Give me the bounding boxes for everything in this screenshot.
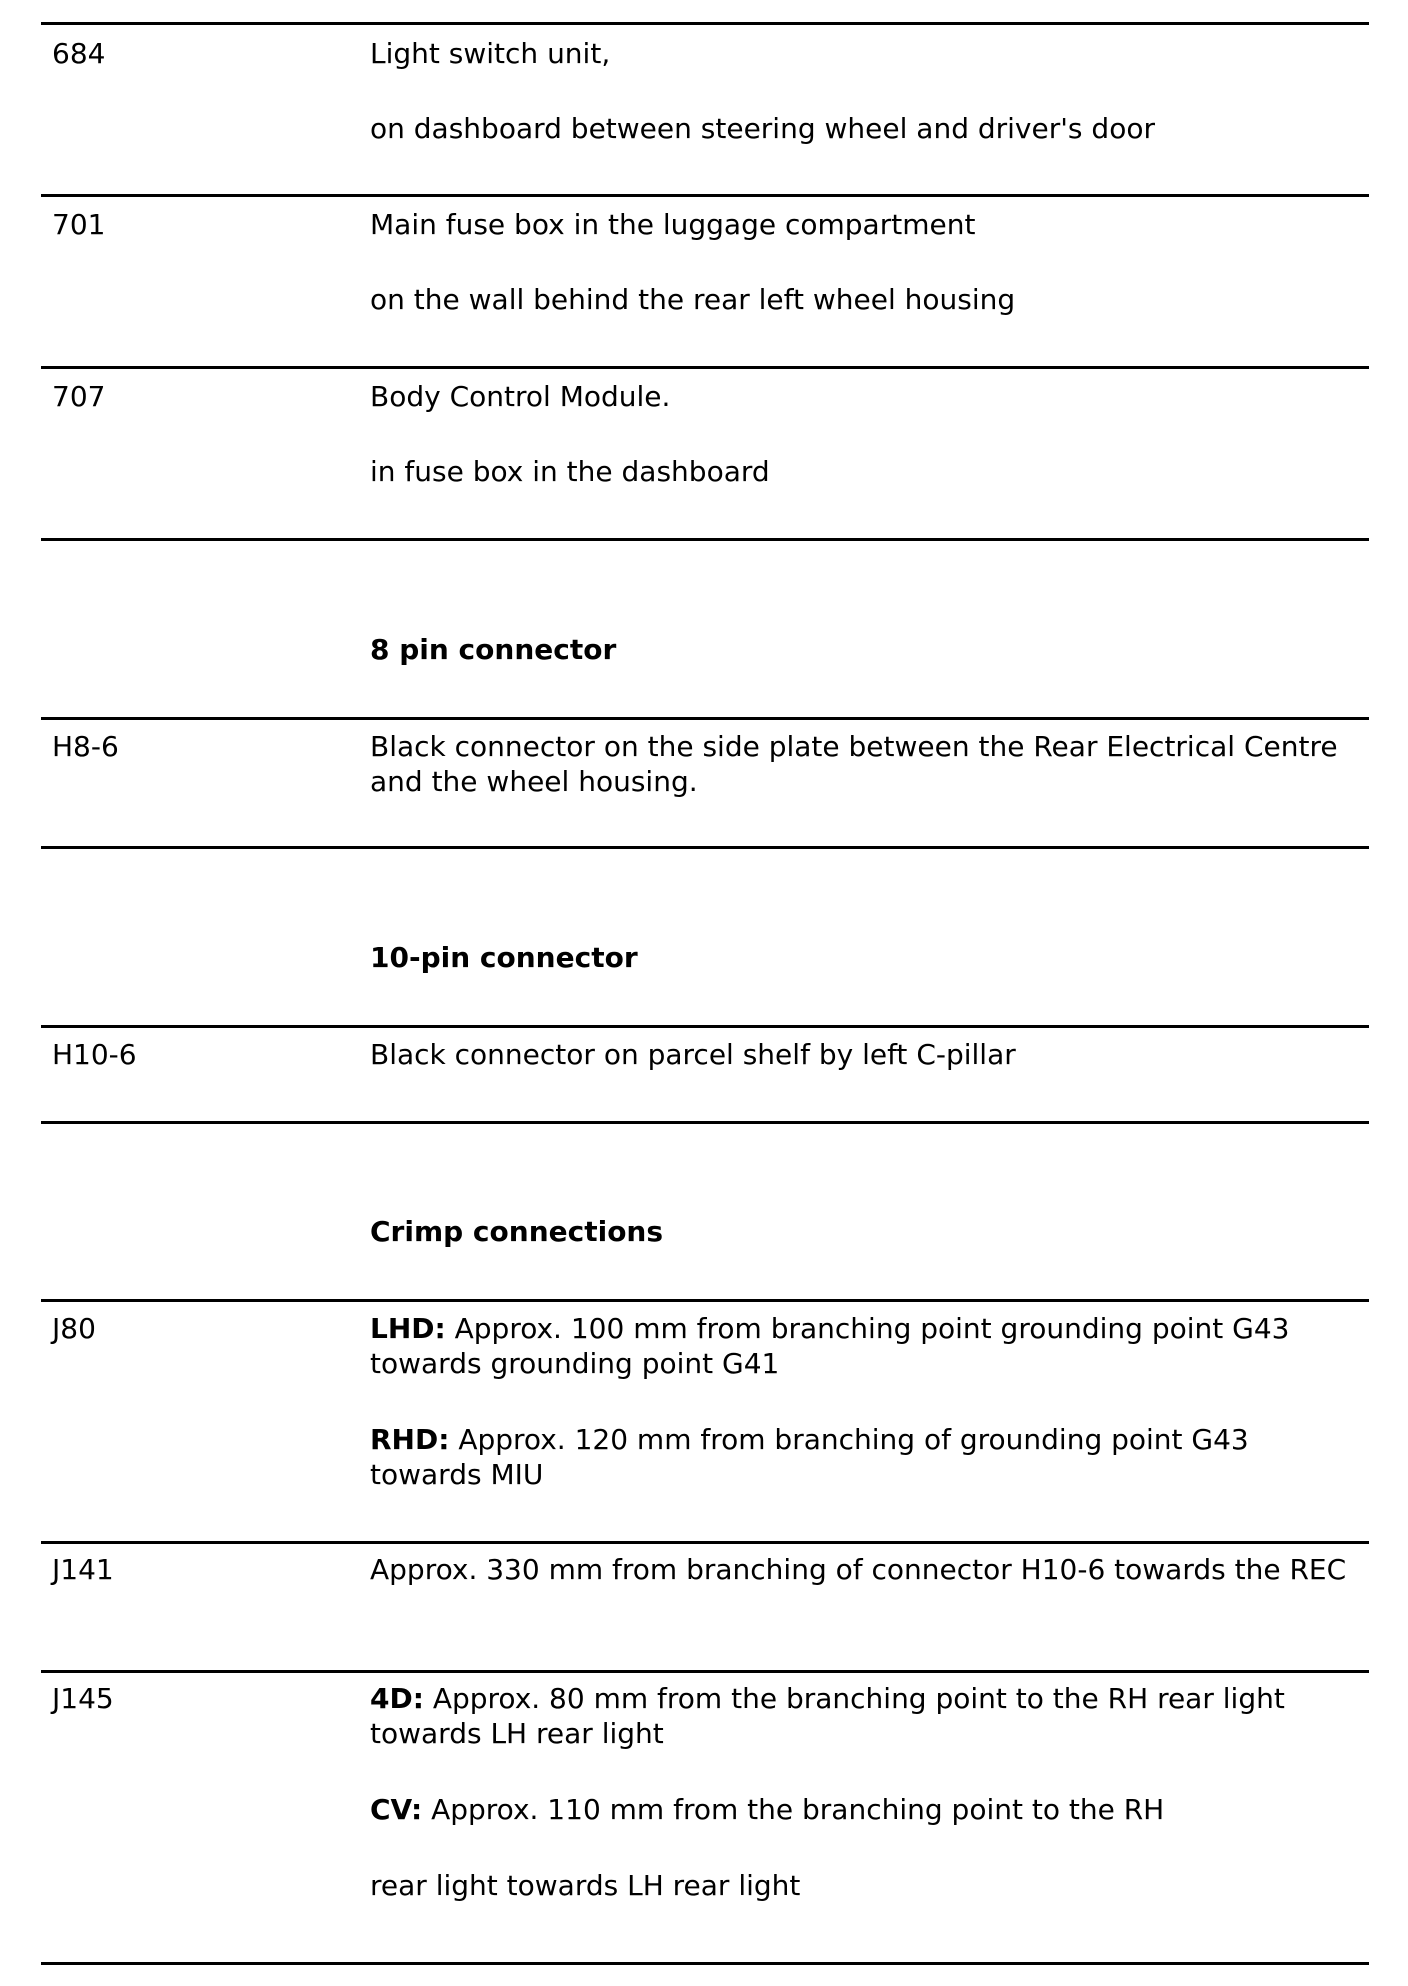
crimp-code: J145 (52, 1682, 114, 1715)
table-rule (41, 194, 1369, 197)
table-rule (41, 1299, 1369, 1302)
crimp-description-lhd (370, 1311, 1350, 1381)
crimp-code: J141 (52, 1553, 114, 1586)
crimp-description-cv-continued (370, 1868, 1350, 1903)
table-rule (41, 846, 1369, 849)
description-line: Light switch unit, (370, 37, 611, 70)
table-rule (41, 1962, 1369, 1965)
connector-description (370, 729, 1350, 799)
variant-label: CV: (370, 1793, 423, 1826)
connector-code: H10-6 (52, 1038, 137, 1071)
variant-text: Approx. 80 mm from the branching point to the RH rear light towards LH rear light (370, 1682, 1285, 1750)
description-line: in fuse box in the dashboard (370, 455, 770, 488)
variant-text: Approx. 120 mm from branching of grounding point G43 towards MIU (370, 1423, 1249, 1491)
section-heading: 10-pin connector (370, 941, 638, 974)
component-description (370, 36, 1350, 71)
component-description (370, 379, 1350, 414)
section-heading: 8 pin connector (370, 633, 617, 666)
description-line: Body Control Module. (370, 380, 671, 413)
description-line: Black connector on the side plate between the Rear Electrical Centre and the wheel housing. (370, 730, 1338, 798)
component-code: 684 (52, 37, 106, 70)
component-code: 701 (52, 208, 106, 241)
connector-description (370, 1037, 1350, 1072)
table-rule (41, 717, 1369, 720)
description-line: on the wall behind the rear left wheel housing (370, 283, 1016, 316)
connector-code: H8-6 (52, 730, 119, 763)
table-rule (41, 22, 1369, 25)
table-rule (41, 1025, 1369, 1028)
description-line: Main fuse box in the luggage compartment (370, 208, 976, 241)
crimp-code: J80 (52, 1312, 96, 1345)
crimp-description-cv (370, 1792, 1350, 1827)
crimp-description-4d (370, 1681, 1350, 1751)
table-rule (41, 1670, 1369, 1673)
component-description (370, 207, 1350, 242)
table-rule (41, 1541, 1369, 1544)
crimp-description (370, 1552, 1350, 1587)
component-description (370, 111, 1350, 146)
description-line: Approx. 330 mm from branching of connector H10-6 towards the REC (370, 1553, 1347, 1586)
table-rule (41, 538, 1369, 541)
section-heading: Crimp connections (370, 1215, 664, 1248)
variant-label: 4D: (370, 1682, 424, 1715)
variant-text: Approx. 110 mm from the branching point to the RH (422, 1793, 1165, 1826)
table-rule (41, 1121, 1369, 1124)
description-line: on dashboard between steering wheel and driver's door (370, 112, 1155, 145)
table-rule (41, 366, 1369, 369)
variant-label: RHD: (370, 1423, 450, 1456)
crimp-description-rhd (370, 1422, 1350, 1492)
component-code: 707 (52, 380, 106, 413)
component-description (370, 454, 1350, 489)
variant-text: Approx. 100 mm from branching point grounding point G43 towards grounding point G41 (370, 1312, 1290, 1380)
variant-label: LHD: (370, 1312, 446, 1345)
description-line: Black connector on parcel shelf by left C-pillar (370, 1038, 1016, 1071)
description-line: rear light towards LH rear light (370, 1869, 801, 1902)
component-description (370, 282, 1350, 317)
